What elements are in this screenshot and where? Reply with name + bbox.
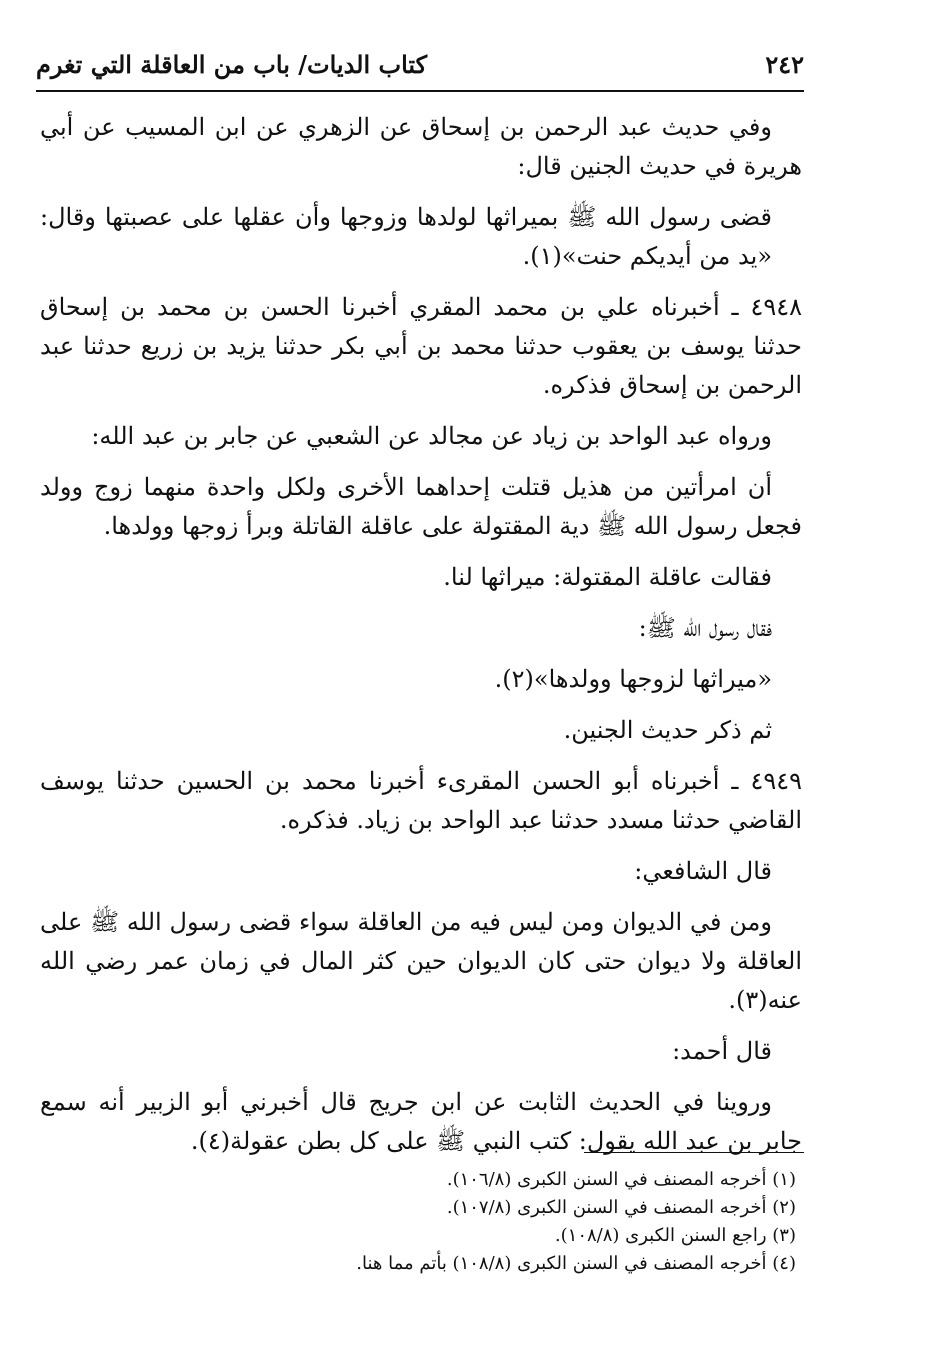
paragraph: وفي حديث عبد الرحمن بن إسحاق عن الزهري عن ابن المسيب عن أبي هريرة في حديث الجنين قال:	[40, 113, 802, 180]
paragraph: ثم ذكر حديث الجنين.	[563, 716, 772, 744]
paragraph: ورواه عبد الواحد بن زياد عن مجالد عن الشعبي عن جابر بن عبد الله:	[91, 422, 772, 450]
paragraph: فقالت عاقلة المقتولة: ميراثها لنا.	[443, 563, 772, 591]
running-header	[36, 44, 804, 84]
quoted-hadith: قضى رسول الله ﷺ بميراثها لولدها وزوجها وأن عقلها على عصبتها وقال: «يد من أيديكم حنت»(١).	[40, 203, 772, 270]
narration-4949: ٤٩٤٩ ـ أخبرناه أبو الحسن المقرىء أخبرنا محمد بن الحسين حدثنا يوسف القاضي حدثنا مسدد حدثنا عبد الواحد بن زياد. فذكره.	[40, 767, 802, 834]
main-text	[40, 108, 802, 1173]
running-title: كتاب الديات/ باب من العاقلة التي تغرم	[36, 49, 428, 79]
footnote: (١) أخرجه المصنف في السنن الكبرى (١٠٦/٨).	[446, 1169, 796, 1190]
paragraph: ومن في الديوان ومن ليس فيه من العاقلة سواء قضى رسول الله ﷺ على العاقلة ولا ديوان حتى كان الديوان حين كثر المال في زمان عمر رضي الله عنه(٣).	[40, 908, 802, 1014]
header-divider	[36, 90, 804, 92]
paragraph: فقال رسول الله ﷺ:	[638, 614, 772, 642]
footnote: (٣) راجع السنن الكبرى (١٠٨/٨).	[554, 1225, 796, 1246]
narration-4948: ٤٩٤٨ ـ أخبرناه علي بن محمد المقري أخبرنا الحسن بن محمد بن إسحاق حدثنا يوسف بن يعقوب حدثنا محمد بن أبي بكر حدثنا يزيد بن زريع حدثنا عبد الرحمن بن إسحاق فذكره.	[40, 293, 802, 399]
paragraph: «ميراثها لزوجها وولدها»(٢).	[494, 665, 772, 693]
paragraph: قال أحمد:	[672, 1037, 772, 1065]
footnote: (٤) أخرجه المصنف في السنن الكبرى (١٠٨/٨) بأتم مما هنا.	[356, 1253, 796, 1274]
footnotes	[300, 1166, 804, 1278]
paragraph: أن امرأتين من هذيل قتلت إحداهما الأخرى ولكل واحدة منهما زوج وولد فجعل رسول الله ﷺ دية المقتولة على عاقلة القاتلة وبرأ زوجها وولدها.	[40, 473, 802, 540]
paragraph: قال الشافعي:	[634, 857, 772, 885]
footnote: (٢) أخرجه المصنف في السنن الكبرى (١٠٧/٨).	[446, 1197, 796, 1218]
footnote-divider	[584, 1152, 804, 1153]
page-number: ٢٤٢	[765, 49, 804, 79]
paragraph: وروينا في الحديث الثابت عن ابن جريج قال أخبرني أبو الزبير أنه سمع جابر بن عبد الله يقول: كتب النبي ﷺ على كل بطن عقولة(٤).	[40, 1088, 802, 1155]
